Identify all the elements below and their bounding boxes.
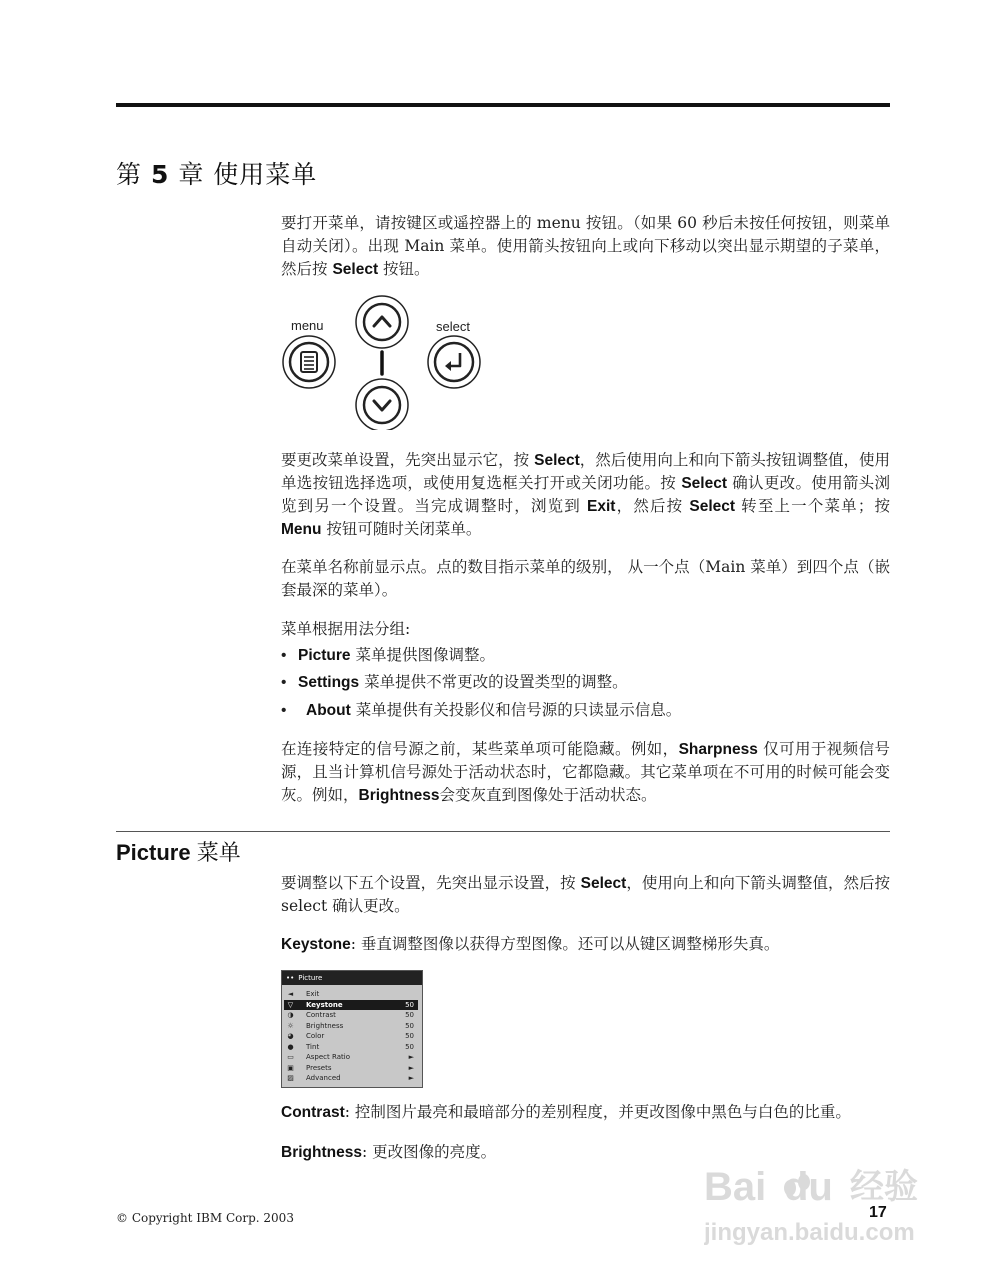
section-title: Picture 菜单 (116, 840, 241, 865)
chapter-prefix: 第 (116, 160, 143, 189)
hidden-items-paragraph: 在连接特定的信号源之前，某些菜单项可能隐藏。例如，Sharpness 仅可用于视频信号源，且当计算机信号源处于活动状态时，它都隐藏。其它菜单项在不可用的时候可能会变灰。例如，Brightness会变灰直到图像处于活动状态。 (281, 740, 890, 804)
bullet-about: • About 菜单提供有关投影仪和信号源的只读显示信息。 (281, 701, 682, 719)
select-button[interactable] (428, 336, 480, 388)
osd-row-presets[interactable]: ▣ Presets ► (287, 1063, 414, 1072)
keypad-diagram (281, 290, 491, 430)
bullet-settings: • Settings 菜单提供不常更改的设置类型的调整。 (281, 673, 628, 691)
aspect-ratio-icon: ▭ (287, 1053, 294, 1061)
chapter-suffix: 章 使用菜单 (178, 160, 318, 189)
up-arrow-button[interactable] (356, 296, 408, 348)
section-rule (116, 831, 890, 832)
osd-row-aspect-ratio[interactable]: ▭ Aspect Ratio ► (287, 1053, 414, 1061)
osd-row-tint[interactable]: ● Tint 50 (287, 1042, 414, 1051)
change-settings-paragraph: 要更改菜单设置，先突出显示它，按 Select，然后使用向上和向下箭头按钮调整值，使用单选按钮选择选项，或使用复选框关打开或关闭功能。按 Select 确认更改。使用箭头浏览到另一个设置。当完成调整时，浏览到 Exit，然后按 Select 转至上一个菜单；按 Menu 按钮可随时关闭菜单。 (281, 451, 890, 538)
picture-menu-screenshot (281, 970, 423, 1088)
advanced-icon: ▨ (287, 1074, 294, 1082)
contrast-description: Contrast: 控制图片最亮和最暗部分的差别程度，并更改图像中黑色与白色的比重。 (281, 1103, 851, 1121)
picture-intro-paragraph: 要调整以下五个设置，先突出显示设置，按 Select，使用向上和向下箭头调整值，然后按 select 确认更改。 (281, 874, 890, 915)
keystone-icon: ▽ (287, 1000, 294, 1009)
chapter-number: 5 (150, 160, 170, 189)
osd-row-keystone[interactable]: ▽ Keystone 50 (284, 1000, 418, 1011)
back-arrow-icon: ◄ (287, 990, 294, 998)
chapter-title (116, 155, 317, 191)
menu-button[interactable] (283, 336, 335, 388)
keypad-menu-label: menu (291, 318, 324, 333)
intro-paragraph: 要打开菜单，请按键区或遥控器上的 menu 按钮。（如果 60 秒后未按任何按钮，则菜单自动关闭）。出现 Main 菜单。使用箭头按钮向上或向下移动以突出显示期望的子菜单，然后按 Select 按钮。 (281, 214, 890, 278)
osd-row-color[interactable]: ◕ Color 50 (287, 1032, 414, 1040)
svg-text:du: du (784, 1165, 833, 1209)
osd-row-exit[interactable]: ◄ Exit (287, 990, 320, 998)
copyright-footer: © Copyright IBM Corp. 2003 (116, 1211, 294, 1225)
page-number: 17 (869, 1204, 887, 1221)
keystone-description: Keystone: 垂直调整图像以获得方型图像。还可以从键区调整梯形失真。 (281, 935, 780, 953)
osd-row-advanced[interactable]: ▨ Advanced ► (287, 1074, 414, 1082)
brightness-description: Brightness: 更改图像的亮度。 (281, 1143, 497, 1161)
osd-row-brightness[interactable]: ☼ Brightness 50 (287, 1021, 414, 1030)
keypad-select-label: select (436, 319, 470, 334)
svg-text:jingyan.baidu.com: jingyan.baidu.com (704, 1219, 915, 1246)
menu-groups-intro: 菜单根据用法分组: (281, 620, 411, 638)
color-icon: ◕ (287, 1032, 294, 1040)
svg-text:经验: 经验 (850, 1168, 918, 1206)
osd-row-contrast[interactable]: ◑ Contrast 50 (287, 1011, 414, 1019)
osd-title-bar: •• Picture (282, 971, 422, 985)
bullet-picture: • Picture 菜单提供图像调整。 (281, 646, 495, 664)
brightness-icon: ☼ (287, 1021, 294, 1030)
chapter-top-rule (116, 103, 890, 107)
menu-dots-paragraph: 在菜单名称前显示点。点的数目指示菜单的级别， 从一个点（Main 菜单）到四个点（嵌套最深的菜单）。 (281, 558, 890, 599)
contrast-icon: ◑ (287, 1011, 294, 1019)
down-arrow-button[interactable] (356, 379, 408, 430)
baidu-jingyan-watermark (704, 1150, 944, 1250)
tint-icon: ● (287, 1042, 294, 1051)
presets-icon: ▣ (287, 1063, 294, 1072)
svg-text:Bai: Bai (704, 1165, 767, 1209)
